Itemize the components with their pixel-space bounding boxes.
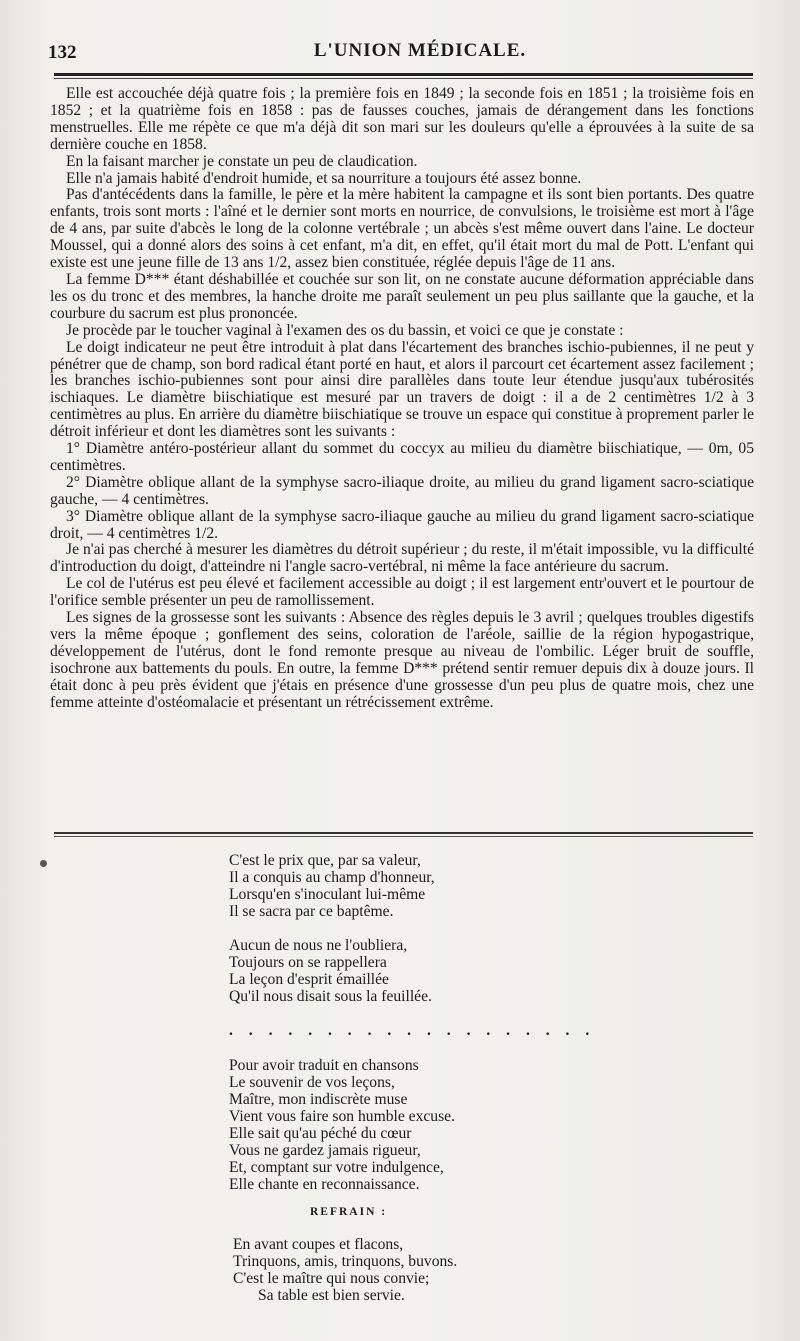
section-separator-thick — [54, 832, 753, 834]
paragraph: En la faisant marcher je constate un peu de claudication. — [66, 152, 418, 170]
verse-line: Toujours on se rappellera — [229, 954, 387, 971]
article-body — [50, 86, 754, 712]
paragraph: Je procède par le toucher vaginal à l'examen des os du bassin, et voici ce que je constate : — [66, 321, 624, 339]
verse-line: Elle chante en reconnaissance. — [229, 1176, 420, 1193]
header-rule-thick — [54, 73, 753, 76]
ellipsis-row: . . . . . . . . . . . . . . . . . . . — [229, 1022, 596, 1039]
page-number: 132 — [48, 42, 77, 63]
verse-line: Lorsqu'en s'inoculant lui-même — [229, 886, 426, 903]
verse-line: Trinquons, amis, trinquons, buvons. — [233, 1253, 458, 1270]
verse-line: La leçon d'esprit émaillée — [229, 971, 389, 988]
verse-line: Qu'il nous disait sous la feuillée. — [229, 988, 432, 1005]
verse-line: Il se sacra par ce baptême. — [229, 903, 394, 920]
poem-stanza — [229, 937, 649, 1005]
poem-stanza — [229, 852, 649, 920]
paragraph: Le col de l'utérus est peu élevé et facilement accessible au doigt ; il est largement entr'ouvert et le pourtour de l'orifice semble présenter un peu de ramollissement. — [50, 575, 754, 610]
paragraph: Les signes de la grossesse sont les suivants : Absence des règles depuis le 3 avril ; quelques troubles digestifs vers la même époque ; gonflement des seins, coloration de l'aréole, saillie de la région hypogastrique, développement de l'utérus, dont le fond remonte presque au niveau de l'ombilic. Léger bruit de souffle, isochrone aux battements du pouls. En outre, la femme D*** prétend sentir remuer depuis dix à douze jours. Il était donc à peu près évident que j'étais en présence d'une grossesse d'un peu plus de quatre mois, chez une femme atteinte d'ostéomalacie et présentant un rétrécissement extrême. — [50, 609, 754, 711]
section-separator-thin — [54, 836, 753, 837]
poem — [229, 852, 649, 1210]
page-header — [48, 38, 752, 68]
verse-line: Vous ne gardez jamais rigueur, — [229, 1142, 421, 1159]
paragraph: Le doigt indicateur ne peut être introduit à plat dans l'écartement des branches ischio-pubiennes, il ne peut y pénétrer que de champ, son bord radical étant porté en haut, et alors il parcourt cet écartement assez facilement ; les branches ischio-pubiennes sont pour ainsi dire parallèles dans toute leur étendue jusqu'aux tubérosités ischiaques. Le diamètre biischiatique est mesuré par un travers de doigt : il a de 2 centimètres 1/2 à 3 centimètres au plus. En arrière du diamètre biischiatique se trouve un espace qui constitue à proprement parler le détroit inférieur et dont les diamètres sont les suivants : — [50, 338, 754, 441]
refrain — [233, 1236, 613, 1304]
verse-line: Et, comptant sur votre indulgence, — [229, 1159, 444, 1176]
verse-line: Il a conquis au champ d'honneur, — [229, 869, 435, 886]
paragraph: Pas d'antécédents dans la famille, le père et la mère habitent la campagne et ils sont bien portants. Des quatre enfants, trois sont morts : l'aîné et le dernier sont morts en nourrice, de convulsions, le troisième est mort à l'âge de 4 ans, par suite d'abcès le long de la colonne vertébrale ; un abcès s'est même ouvert dans l'aine. Le docteur Moussel, qui a donné alors des soins à cet enfant, m'a dit, en effet, qu'il était mort du mal de Pott. L'enfant qui existe est une jeune fille de 13 ans 1/2, assez bien constituée, réglée depuis l'âge de 11 ans. — [50, 186, 754, 272]
enumerated-paragraph: 1° Diamètre antéro-postérieur allant du sommet du coccyx au milieu du diamètre biischiatique, — 0m, 05 centimètres. — [50, 440, 754, 474]
header-rule-thin — [54, 78, 753, 79]
verse-line: Sa table est bien servie. — [258, 1287, 405, 1304]
verse-line: Elle sait qu'au péché du cœur — [229, 1125, 412, 1142]
refrain-label: REFRAIN : — [310, 1206, 388, 1218]
verse-line: En avant coupes et flacons, — [233, 1236, 404, 1253]
verse-line: Maître, mon indiscrète muse — [229, 1091, 408, 1108]
verse-line: Pour avoir traduit en chansons — [229, 1057, 419, 1074]
enumerated-paragraph: 2° Diamètre oblique allant de la symphyse sacro-iliaque droite, au milieu du grand ligament sacro-sciatique gauche, — 4 centimètres. — [50, 473, 754, 508]
verse-line: Vient vous faire son humble excuse. — [229, 1108, 455, 1125]
verse-line: Le souvenir de vos leçons, — [229, 1074, 395, 1091]
paragraph: Elle n'a jamais habité d'endroit humide, et sa nourriture a toujours été assez bonne. — [66, 169, 582, 187]
verse-line: Aucun de nous ne l'oubliera, — [229, 937, 408, 954]
paragraph: Je n'ai pas cherché à mesurer les diamètres du détroit supérieur ; du reste, il m'était impossible, vu la difficulté d'introduction du doigt, d'atteindre ni l'angle sacro-vertébral, ni même la face antérieure du sacrum. — [50, 541, 754, 576]
paragraph: Elle est accouchée déjà quatre fois ; la première fois en 1849 ; la seconde fois en 1851 ; la troisième fois en 1852 ; et la quatrième fois en 1858 : pas de fausses couches, jamais de dérangement dans les fonctions menstruelles. Elle me répète ce que m'a déjà dit son mari sur les douleurs qu'elle a éprouvées à la suite de sa dernière couche en 1858. — [50, 85, 754, 153]
paragraph: La femme D*** étant déshabillée et couchée sur son lit, on ne constate aucune déformation appréciable dans les os du tronc et des membres, la hanche droite me paraît seulement un peu plus saillante que la gauche, et la courbure du sacrum est plus prononcée. — [50, 270, 754, 322]
running-title: L'UNION MÉDICALE. — [313, 40, 527, 61]
verse-line: C'est le prix que, par sa valeur, — [229, 852, 421, 869]
margin-mark — [40, 860, 47, 867]
poem-stanza — [229, 1057, 649, 1193]
enumerated-paragraph: 3° Diamètre oblique allant de la symphyse sacro-iliaque gauche au milieu du grand ligament sacro-sciatique droit, — 4 centimètres 1/2. — [50, 507, 754, 542]
verse-line: C'est le maître qui nous convie; — [233, 1270, 430, 1287]
